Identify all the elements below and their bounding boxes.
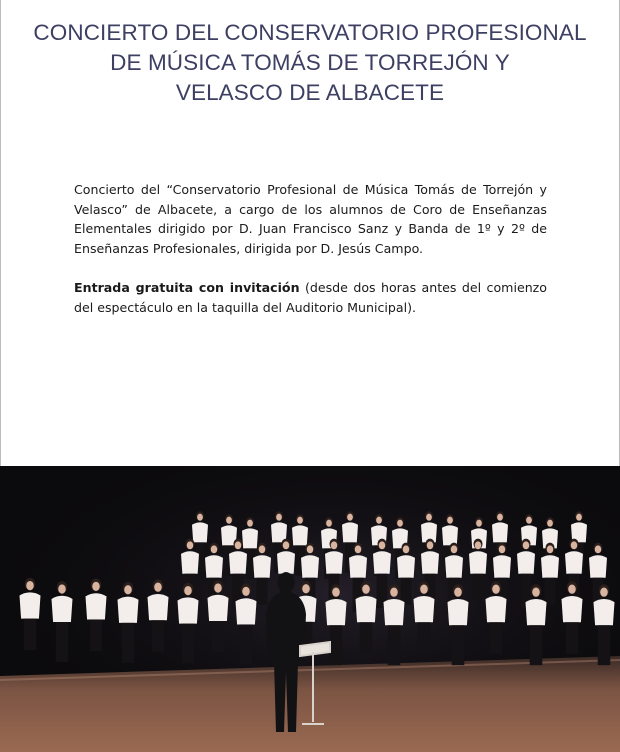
photo-illustration bbox=[0, 466, 620, 752]
admission-paragraph bbox=[74, 278, 547, 317]
event-description bbox=[74, 180, 547, 318]
title-line-2: DE MÚSICA TOMÁS DE TORREJÓN Y bbox=[110, 50, 510, 75]
title-line-3: VELASCO DE ALBACETE bbox=[175, 80, 445, 105]
admission-details: (desde dos horas antes del comienzo del espectáculo en la taquilla del Auditorio Municipal). bbox=[74, 280, 547, 315]
free-entry-label: Entrada gratuita con invitación bbox=[74, 280, 300, 296]
title-line-1: CONCIERTO DEL CONSERVATORIO PROFESIONAL bbox=[33, 20, 587, 45]
choir-concert-photo bbox=[0, 466, 620, 752]
description-paragraph: Concierto del “Conservatorio Profesional de Música Tomás de Torrejón y Velasco” de Albacete, a cargo de los alumnos de Coro de Enseñanzas Elementales dirigido por D. Juan Francisco Sanz y Banda de 1º y 2º de Enseñanzas Profesionales, dirigida por D. Jesús Campo. bbox=[74, 182, 547, 256]
page-title bbox=[0, 18, 620, 108]
